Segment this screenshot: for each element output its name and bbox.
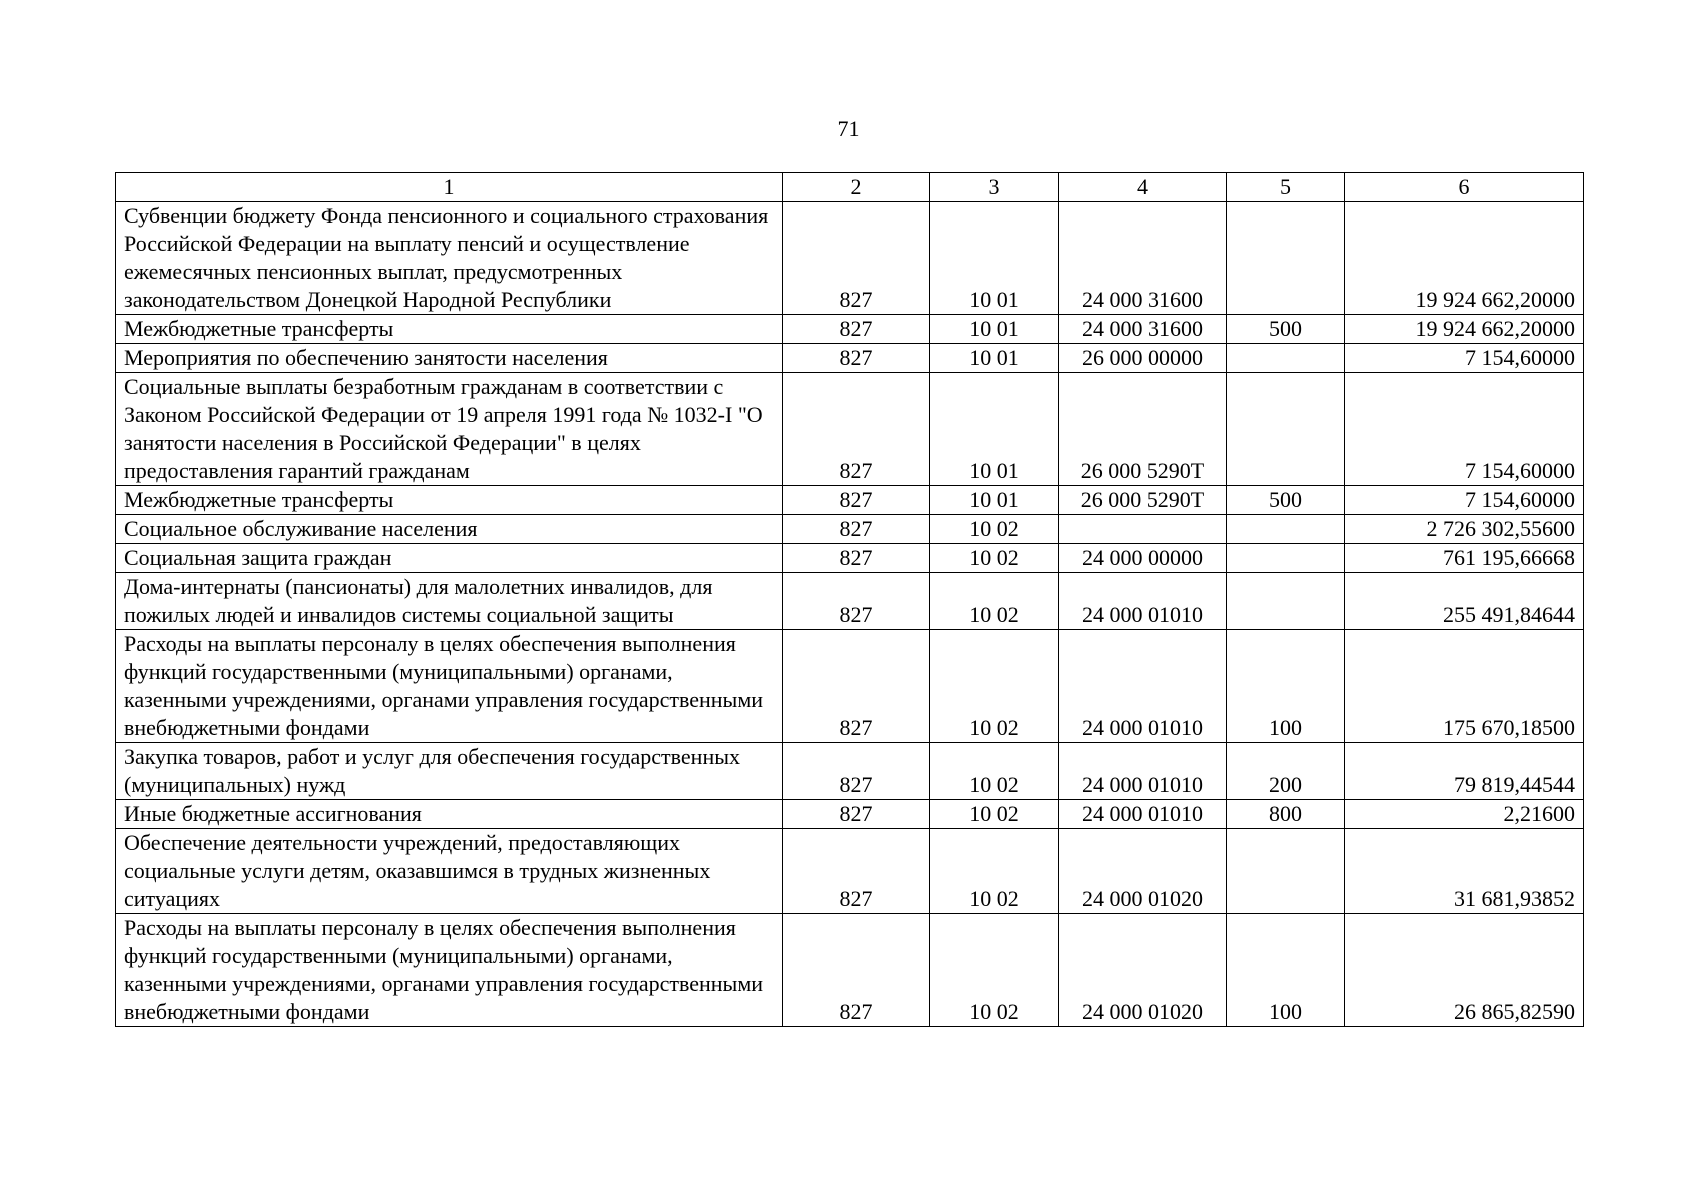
- table-row: [116, 202, 1584, 315]
- row-expense-type-cell: 500: [1227, 486, 1345, 515]
- row-expense-type-cell: 500: [1227, 315, 1345, 344]
- table-row: [116, 743, 1584, 800]
- row-expense-type-cell: [1227, 515, 1345, 544]
- row-expense-type-cell: 100: [1227, 914, 1345, 1027]
- row-department-cell: 827: [783, 515, 930, 544]
- row-expense-type-cell: [1227, 344, 1345, 373]
- row-department-cell: 827: [783, 544, 930, 573]
- column-header: 3: [930, 173, 1059, 202]
- row-amount-cell: 26 865,82590: [1345, 914, 1584, 1027]
- row-name-cell: Иные бюджетные ассигнования: [116, 800, 783, 829]
- row-target-article-cell: 24 000 01010: [1059, 630, 1227, 743]
- row-target-article-cell: 24 000 01020: [1059, 829, 1227, 914]
- row-name-cell: Закупка товаров, работ и услуг для обеспечения государственных (муниципальных) нужд: [116, 743, 783, 800]
- row-amount-cell: 19 924 662,20000: [1345, 202, 1584, 315]
- row-section-cell: 10 02: [930, 515, 1059, 544]
- table-row: [116, 515, 1584, 544]
- table-header-row: [116, 173, 1584, 202]
- row-section-cell: 10 01: [930, 315, 1059, 344]
- budget-table: [115, 172, 1584, 1027]
- row-department-cell: 827: [783, 743, 930, 800]
- row-amount-cell: 7 154,60000: [1345, 344, 1584, 373]
- row-section-cell: 10 01: [930, 344, 1059, 373]
- row-department-cell: 827: [783, 344, 930, 373]
- table-row: [116, 630, 1584, 743]
- row-amount-cell: 7 154,60000: [1345, 486, 1584, 515]
- row-section-cell: 10 02: [930, 914, 1059, 1027]
- table-row: [116, 486, 1584, 515]
- row-department-cell: 827: [783, 800, 930, 829]
- row-section-cell: 10 01: [930, 373, 1059, 486]
- table-row: [116, 800, 1584, 829]
- table-body: [116, 202, 1584, 1027]
- row-name-cell: Расходы на выплаты персоналу в целях обеспечения выполнения функций государственными (муниципальными) органами, казенными учреждениями, органами управления государственными внебюджетными фондами: [116, 630, 783, 743]
- table-row: [116, 573, 1584, 630]
- row-section-cell: 10 02: [930, 829, 1059, 914]
- row-expense-type-cell: [1227, 544, 1345, 573]
- row-section-cell: 10 02: [930, 544, 1059, 573]
- column-header: 5: [1227, 173, 1345, 202]
- row-name-cell: Социальная защита граждан: [116, 544, 783, 573]
- row-target-article-cell: [1059, 515, 1227, 544]
- row-expense-type-cell: [1227, 829, 1345, 914]
- row-department-cell: 827: [783, 315, 930, 344]
- row-target-article-cell: 24 000 31600: [1059, 202, 1227, 315]
- row-name-cell: Межбюджетные трансферты: [116, 486, 783, 515]
- row-amount-cell: 19 924 662,20000: [1345, 315, 1584, 344]
- table-row: [116, 344, 1584, 373]
- row-department-cell: 827: [783, 829, 930, 914]
- row-target-article-cell: 24 000 00000: [1059, 544, 1227, 573]
- row-name-cell: Мероприятия по обеспечению занятости населения: [116, 344, 783, 373]
- row-department-cell: 827: [783, 202, 930, 315]
- row-section-cell: 10 02: [930, 630, 1059, 743]
- column-header: 4: [1059, 173, 1227, 202]
- row-amount-cell: 2 726 302,55600: [1345, 515, 1584, 544]
- row-target-article-cell: 24 000 01010: [1059, 743, 1227, 800]
- row-section-cell: 10 02: [930, 800, 1059, 829]
- row-target-article-cell: 24 000 01020: [1059, 914, 1227, 1027]
- row-name-cell: Социальное обслуживание населения: [116, 515, 783, 544]
- row-expense-type-cell: [1227, 373, 1345, 486]
- row-amount-cell: 761 195,66668: [1345, 544, 1584, 573]
- row-expense-type-cell: [1227, 202, 1345, 315]
- row-department-cell: 827: [783, 573, 930, 630]
- row-section-cell: 10 02: [930, 573, 1059, 630]
- row-name-cell: Социальные выплаты безработным гражданам в соответствии с Законом Российской Федерации от 19 апреля 1991 года № 1032-I "О занятости населения в Российской Федерации" в целях предоставления гарантий гражданам: [116, 373, 783, 486]
- column-header: 6: [1345, 173, 1584, 202]
- row-target-article-cell: 26 000 5290Т: [1059, 486, 1227, 515]
- row-amount-cell: 7 154,60000: [1345, 373, 1584, 486]
- row-department-cell: 827: [783, 486, 930, 515]
- row-expense-type-cell: 200: [1227, 743, 1345, 800]
- row-department-cell: 827: [783, 373, 930, 486]
- column-header: 2: [783, 173, 930, 202]
- row-department-cell: 827: [783, 630, 930, 743]
- row-department-cell: 827: [783, 914, 930, 1027]
- row-target-article-cell: 26 000 00000: [1059, 344, 1227, 373]
- row-expense-type-cell: [1227, 573, 1345, 630]
- table-row: [116, 373, 1584, 486]
- row-expense-type-cell: 800: [1227, 800, 1345, 829]
- row-name-cell: Обеспечение деятельности учреждений, предоставляющих социальные услуги детям, оказавшимся в трудных жизненных ситуациях: [116, 829, 783, 914]
- row-target-article-cell: 24 000 31600: [1059, 315, 1227, 344]
- row-target-article-cell: 26 000 5290Т: [1059, 373, 1227, 486]
- row-name-cell: Дома-интернаты (пансионаты) для малолетних инвалидов, для пожилых людей и инвалидов системы социальной защиты: [116, 573, 783, 630]
- row-amount-cell: 175 670,18500: [1345, 630, 1584, 743]
- row-amount-cell: 2,21600: [1345, 800, 1584, 829]
- row-name-cell: Межбюджетные трансферты: [116, 315, 783, 344]
- row-target-article-cell: 24 000 01010: [1059, 800, 1227, 829]
- table-row: [116, 829, 1584, 914]
- row-section-cell: 10 01: [930, 486, 1059, 515]
- row-amount-cell: 79 819,44544: [1345, 743, 1584, 800]
- row-section-cell: 10 01: [930, 202, 1059, 315]
- table-row: [116, 914, 1584, 1027]
- row-amount-cell: 31 681,93852: [1345, 829, 1584, 914]
- page-number: 71: [837, 116, 860, 141]
- row-expense-type-cell: 100: [1227, 630, 1345, 743]
- row-name-cell: Расходы на выплаты персоналу в целях обеспечения выполнения функций государственными (муниципальными) органами, казенными учреждениями, органами управления государственными внебюджетными фондами: [116, 914, 783, 1027]
- row-section-cell: 10 02: [930, 743, 1059, 800]
- row-name-cell: Субвенции бюджету Фонда пенсионного и социального страхования Российской Федерации на выплату пенсий и осуществление ежемесячных пенсионных выплат, предусмотренных законодательством Донецкой Народной Республики: [116, 202, 783, 315]
- table-row: [116, 315, 1584, 344]
- column-header: 1: [116, 173, 783, 202]
- row-amount-cell: 255 491,84644: [1345, 573, 1584, 630]
- table-row: [116, 544, 1584, 573]
- row-target-article-cell: 24 000 01010: [1059, 573, 1227, 630]
